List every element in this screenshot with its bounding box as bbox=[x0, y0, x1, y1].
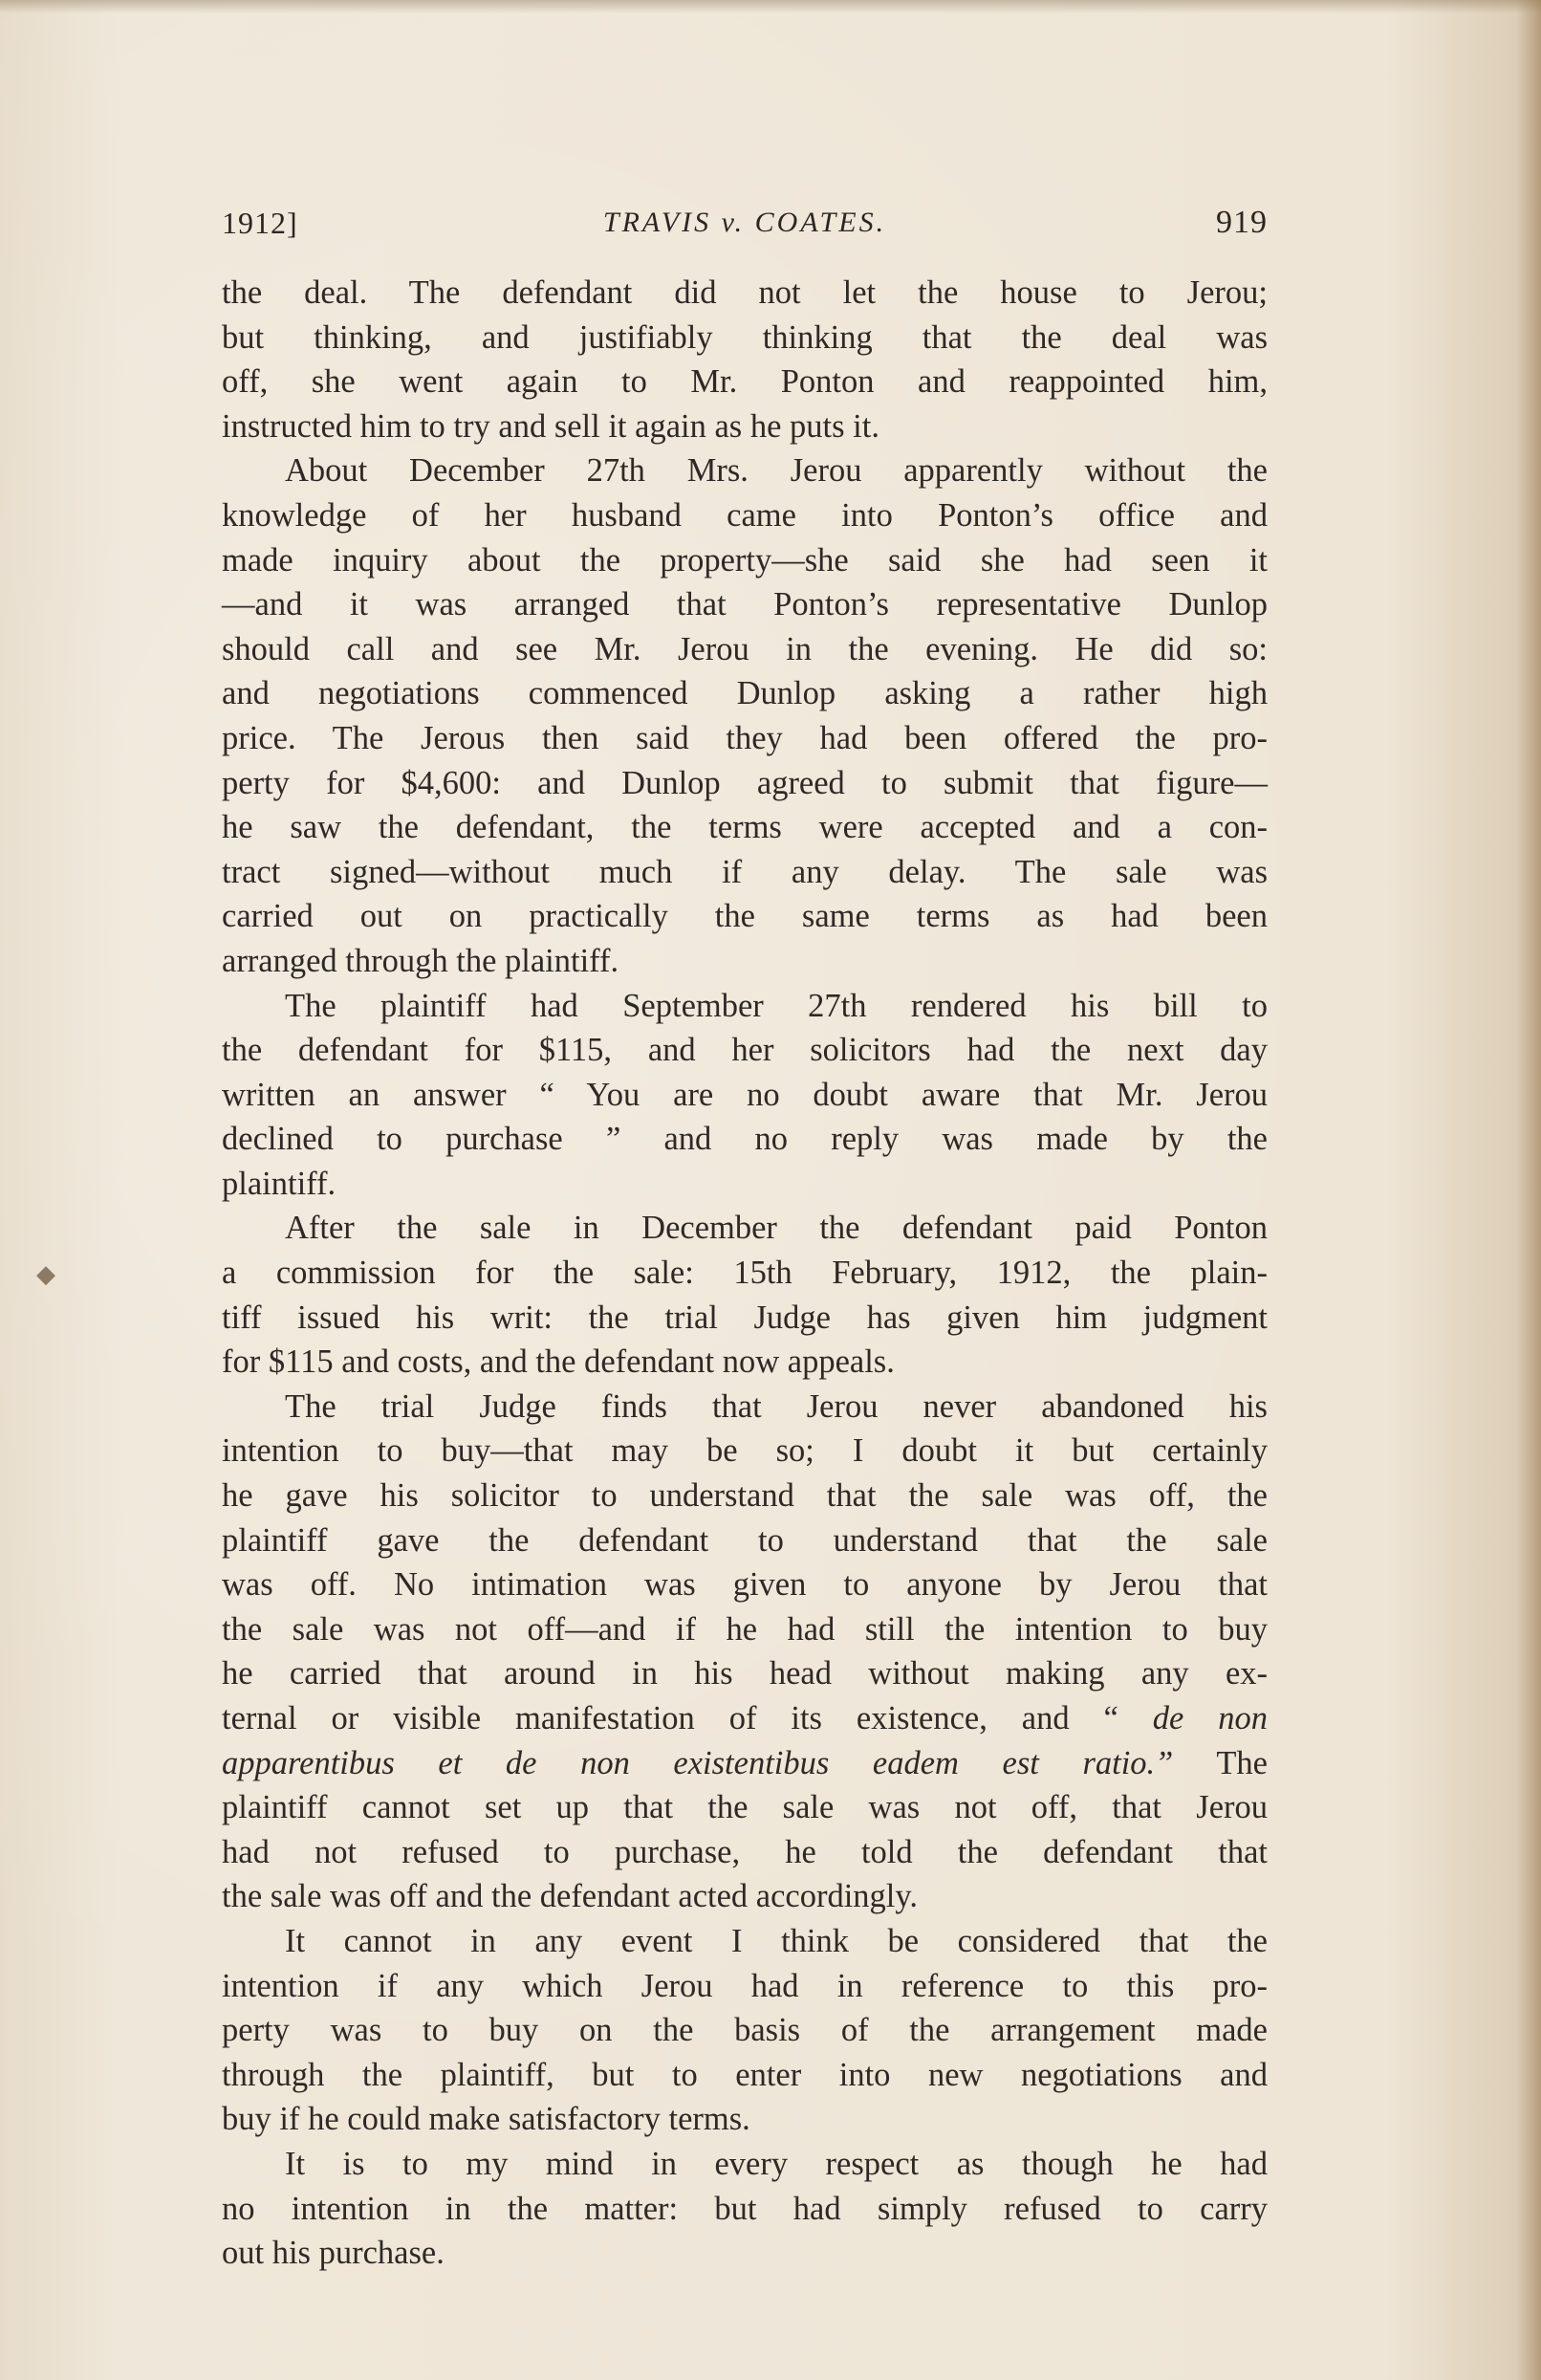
text-line: he carried that around in his head without making any ex- bbox=[222, 1655, 1268, 1692]
paragraph-first-line: It cannot in any event I think be considered that the bbox=[285, 1922, 1268, 1959]
text-line: he gave his solicitor to understand that the sale was off, the bbox=[222, 1477, 1268, 1515]
margin-mark: ◆ bbox=[36, 1260, 55, 1288]
text-segment: The bbox=[1216, 1744, 1268, 1781]
text-line: and negotiations commenced Dunlop asking a rather high bbox=[222, 675, 1268, 712]
text-line: the sale was not off—and if he had still the intention to buy bbox=[222, 1610, 1268, 1648]
text-line: plaintiff. bbox=[222, 1165, 336, 1202]
header-page-number: 919 bbox=[1216, 205, 1268, 240]
text-line: buy if he could make satisfactory terms. bbox=[222, 2101, 750, 2138]
body-text bbox=[222, 271, 1268, 2276]
text-line: tiff issued his writ: the trial Judge has given him judgment bbox=[222, 1299, 1268, 1336]
paragraph-first-line: After the sale in December the defendant paid Ponton bbox=[285, 1210, 1268, 1247]
text-line: tract signed—without much if any delay. The sale was bbox=[222, 853, 1268, 890]
paragraph-first-line: The plaintiff had September 27th rendered his bill to bbox=[285, 987, 1268, 1024]
text-line: off, she went again to Mr. Ponton and reappointed him, bbox=[222, 363, 1268, 401]
text-line: declined to purchase ” and no reply was made by the bbox=[222, 1121, 1268, 1158]
text-line: should call and see Mr. Jerou in the evening. He did so: bbox=[222, 630, 1268, 667]
text-line: arranged through the plaintiff. bbox=[222, 942, 619, 979]
page-top-shadow bbox=[0, 0, 1541, 13]
text-line: was off. No intimation was given to anyone by Jerou that bbox=[222, 1566, 1268, 1604]
text-line: plaintiff gave the defendant to understand that the sale bbox=[222, 1521, 1268, 1559]
header-year: 1912] bbox=[222, 206, 298, 240]
paragraph-first-line: About December 27th Mrs. Jerou apparently without the bbox=[285, 452, 1268, 490]
text-line: made inquiry about the property—she said she had seen it bbox=[222, 541, 1268, 579]
text-line bbox=[222, 1696, 1268, 1741]
text-line: plaintiff cannot set up that the sale was not off, that Jerou bbox=[222, 1789, 1268, 1826]
text-line: intention to buy—that may be so; I doubt it but certainly bbox=[222, 1432, 1268, 1470]
text-line: price. The Jerous then said they had been offered the pro- bbox=[222, 719, 1268, 756]
latin-phrase-start: de non bbox=[1152, 1700, 1268, 1736]
text-line: out his purchase. bbox=[222, 2235, 445, 2272]
text-line: had not refused to purchase, he told the defendant that bbox=[222, 1833, 1268, 1870]
text-line: instructed him to try and sell it again as he puts it. bbox=[222, 407, 879, 445]
text-line: for $115 and costs, and the defendant now appeals. bbox=[222, 1343, 895, 1381]
paragraph-first-line: It is to my mind in every respect as though he had bbox=[285, 2145, 1268, 2182]
running-header bbox=[222, 199, 1268, 247]
text-line: the defendant for $115, and her solicitors had the next day bbox=[222, 1032, 1268, 1069]
text-line: written an answer “ You are no doubt aware that Mr. Jerou bbox=[222, 1076, 1268, 1113]
text-line: perty was to buy on the basis of the arrangement made bbox=[222, 2012, 1268, 2049]
text-line: —and it was arranged that Ponton’s representative Dunlop bbox=[222, 586, 1268, 623]
text-line: the deal. The defendant did not let the house to Jerou; bbox=[222, 274, 1268, 311]
text-line: the sale was off and the defendant acted accordingly. bbox=[222, 1878, 919, 1915]
text-line: carried out on practically the same terms as had been bbox=[222, 898, 1268, 935]
page-right-edge bbox=[1516, 0, 1541, 2380]
text-line: perty for $4,600: and Dunlop agreed to submit that figure— bbox=[222, 764, 1268, 801]
text-line bbox=[222, 1741, 1268, 1786]
text-line: he saw the defendant, the terms were accepted and a con- bbox=[222, 809, 1268, 846]
latin-phrase: apparentibus et de non existentibus eadem est ratio.” bbox=[222, 1744, 1174, 1781]
text-line: no intention in the matter: but had simply refused to carry bbox=[222, 2190, 1268, 2227]
header-case-title: TRAVIS v. COATES. bbox=[602, 207, 887, 238]
text-line: but thinking, and justifiably thinking that the deal was bbox=[222, 318, 1268, 356]
text-line: a commission for the sale: 15th February, 1912, the plain- bbox=[222, 1255, 1268, 1292]
text-line: intention if any which Jerou had in reference to this pro- bbox=[222, 1967, 1268, 2004]
text-line: knowledge of her husband came into Ponton’s office and bbox=[222, 496, 1268, 534]
paragraph-first-line: The trial Judge finds that Jerou never abandoned his bbox=[285, 1387, 1268, 1425]
text-segment: ternal or visible manifestation of its existence, and “ bbox=[222, 1700, 1118, 1736]
text-line: through the plaintiff, but to enter into new negotiations and bbox=[222, 2056, 1268, 2093]
